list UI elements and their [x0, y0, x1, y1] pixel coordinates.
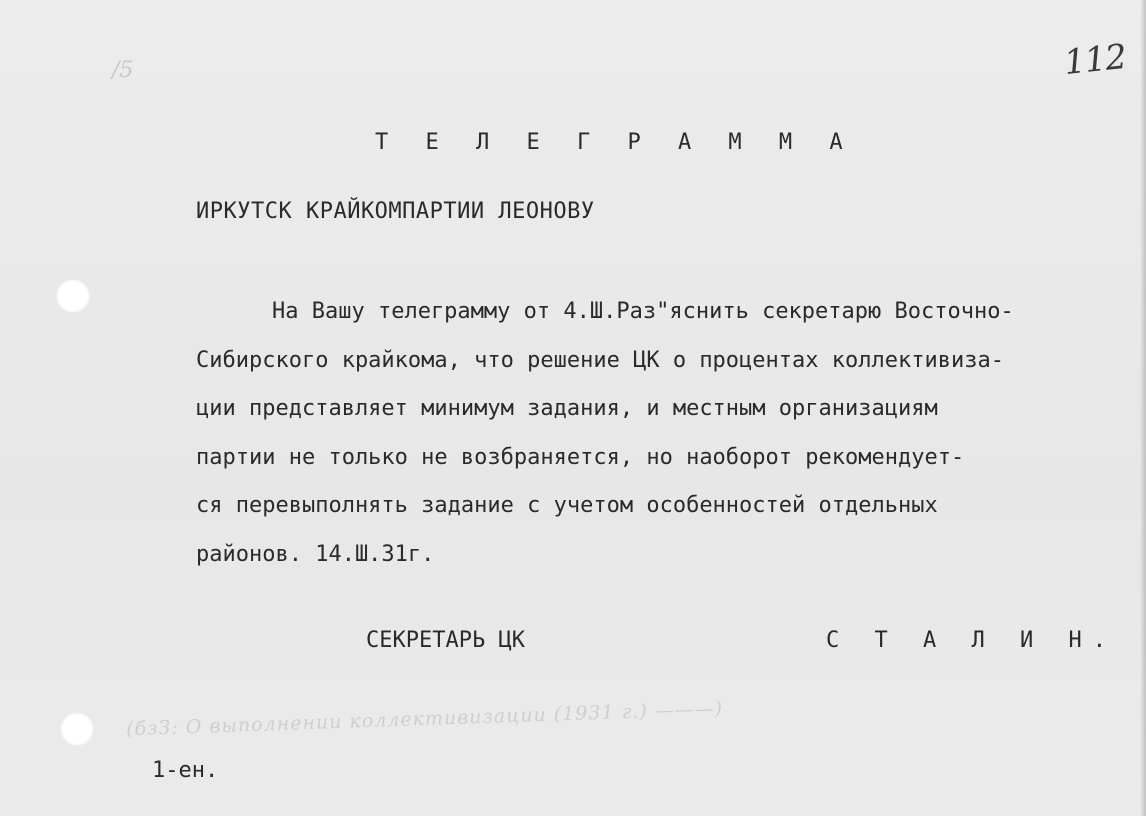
copy-mark: 1-ен. — [152, 758, 219, 783]
body-line: ся перевыполнять задание с учетом особенностей отдельных — [196, 493, 938, 518]
document-title: Т Е Л Е Г Р А М М А — [375, 130, 855, 155]
signature-name: С Т А Л И Н. — [826, 628, 1117, 653]
addressee: ИРКУТСК КРАЙКОМПАРТИИ ЛЕОНОВУ — [196, 199, 595, 224]
signature-title: СЕКРЕТАРЬ ЦК — [366, 628, 525, 653]
punch-hole-top — [56, 279, 90, 313]
bleed-through-handwriting: (бзЗ: О выполнении коллективизации (1931 г.) ———) — [125, 697, 724, 741]
body-line: районов. 14.Ш.31г. — [196, 541, 435, 567]
faint-pencil-mark: /5 — [112, 58, 134, 83]
telegram-body — [196, 288, 1131, 579]
body-line: ции представляет минимум задания, и местным организациям — [196, 396, 938, 421]
punch-hole-bottom — [60, 712, 94, 746]
body-line: На Вашу телеграмму от 4.Ш.Раз"яснить секретарю Восточно- — [272, 299, 1014, 324]
body-line: партии не только не возбраняется, но наоборот рекомендует- — [196, 444, 965, 470]
paper-edge-shadow — [1140, 0, 1146, 816]
page-number: 112 — [1062, 36, 1128, 84]
body-line: Сибирского крайкома, что решение ЦК о процентах коллективиза- — [196, 347, 1004, 373]
